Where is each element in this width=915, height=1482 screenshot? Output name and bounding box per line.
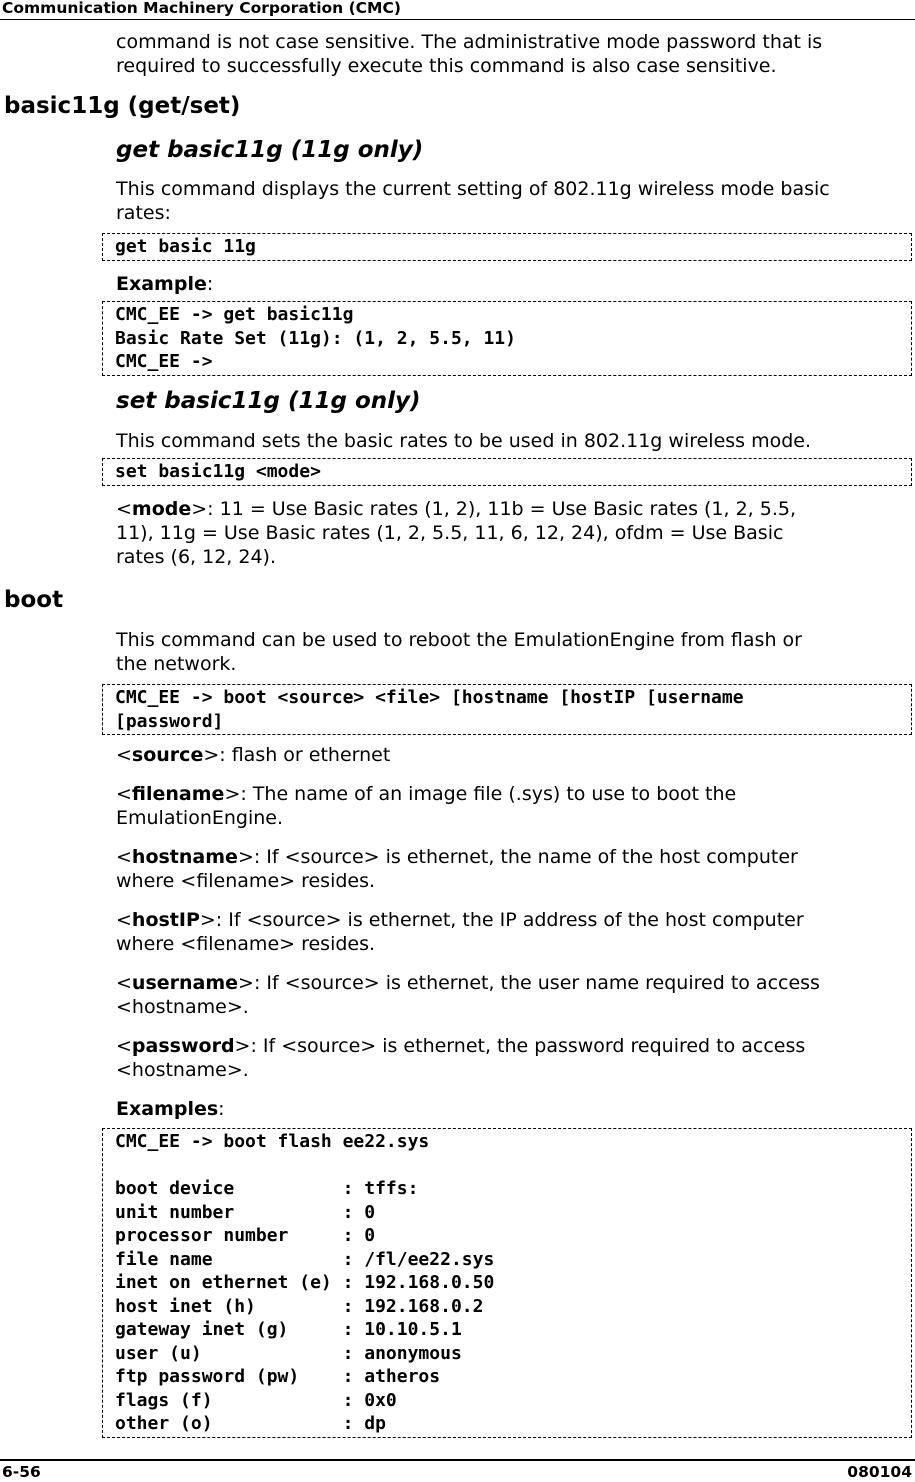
code-line: other (o) : dp [115,1413,386,1434]
param-line [116,845,906,869]
code-line: ftp password (pw) : atheros [115,1366,441,1387]
param-bracket: < [116,498,132,520]
param-bracket: < [116,744,132,766]
boot-description [116,628,906,676]
param-source [116,743,906,767]
mode-parameter-description [116,497,906,569]
param-bracket: < [116,909,132,931]
param-bracket: < [116,783,132,805]
section-heading-basic11g: basic11g (get/set) [4,93,241,119]
boot-example-box [102,1128,912,1438]
examples-label-text: Examples [116,1098,219,1120]
code-line [115,1154,911,1178]
code-line: file name : /fl/ee22.sys [115,1248,495,1270]
description-line: rates: [116,202,171,224]
param-line [116,908,906,932]
param-text: >: If <source> is ethernet, the user name required to access [238,972,820,994]
param-bracket: < [116,972,132,994]
param-name-hostname: hostname [131,846,238,868]
param-line: <hostname>. [116,1059,249,1081]
description-line: This command can be used to reboot the EmulationEngine from flash or [116,629,802,651]
code-line: get basic 11g [115,236,256,257]
param-line [116,1034,906,1058]
boot-syntax-box [102,684,912,735]
intro-line: required to successfully execute this command is also case sensitive. [116,55,777,77]
param-line [116,782,906,806]
code-line: Basic Rate Set (11g): (1, 2, 5.5, 11) [115,327,516,349]
param-line [116,497,906,521]
code-line: user (u) : anonymous [115,1342,462,1364]
code-line: CMC_EE -> boot flash ee22.sys [115,1131,430,1152]
set-basic11g-syntax-box [102,458,912,486]
param-name-source: source [131,744,204,766]
param-bracket: < [116,846,132,868]
code-line: CMC_EE -> [115,351,213,372]
param-filename [116,782,906,830]
code-line: host inet (h) : 192.168.0.2 [115,1295,484,1317]
code-line: boot device : tffs: [115,1178,419,1199]
param-text: >: 11 = Use Basic rates (1, 2), 11b = Use Basic rates (1, 2, 5.5, [191,498,797,520]
param-line: EmulationEngine. [116,807,284,829]
intro-paragraph [116,30,906,78]
code-line: gateway inet (g) : 10.10.5.1 [115,1319,462,1340]
param-bracket: < [116,1035,132,1057]
example-label [116,272,906,296]
code-line: CMC_EE -> get basic11g [115,304,354,325]
examples-label-colon: : [218,1098,225,1120]
header-title: Communication Machinery Corporation (CMC) [2,0,401,17]
page-header [0,0,915,20]
param-hostip [116,908,906,956]
param-line: <hostname>. [116,996,249,1018]
param-name-hostip: hostIP [131,909,200,931]
param-text: >: flash or ethernet [203,744,391,766]
param-name-mode: mode [131,498,192,520]
description-line: the network. [116,653,237,675]
page-number: 6-56 [2,1463,41,1481]
intro-line: command is not case sensitive. The administrative mode password that is [116,31,823,53]
description-line: This command displays the current setting of 802.11g wireless mode basic [116,178,830,200]
subheading-set-basic11g: set basic11g (11g only) [116,388,421,414]
param-text: >: If <source> is ethernet, the password required to access [234,1035,806,1057]
page-footer [0,1459,915,1482]
code-line: set basic11g <mode> [115,461,321,482]
get-basic11g-syntax-box [102,233,912,261]
param-text: >: If <source> is ethernet, the name of the host computer [237,846,798,868]
example-label-colon: : [206,273,214,295]
param-line [116,743,906,767]
param-text: >: If <source> is ethernet, the IP address of the host computer [199,909,804,931]
param-password [116,1034,906,1082]
param-line: rates (6, 12, 24). [116,546,276,568]
param-name-password: password [131,1035,235,1057]
code-line: unit number : 0 [115,1201,376,1223]
code-line: CMC_EE -> boot <source> <file> [hostname [hostIP [username [115,687,744,708]
param-line: 11), 11g = Use Basic rates (1, 2, 5.5, 11, 6, 12, 24), ofdm = Use Basic [116,522,784,544]
code-line: inet on ethernet (e) : 192.168.0.50 [115,1272,495,1293]
section-heading-boot: boot [4,587,64,613]
code-line: [password] [115,710,224,732]
param-hostname [116,845,906,893]
examples-label [116,1097,906,1121]
get-basic11g-example-box [102,301,912,376]
code-line: processor number : 0 [115,1225,376,1246]
code-line: flags (f) : 0x0 [115,1389,397,1411]
param-name-filename: filename [131,783,225,805]
subheading-get-basic11g: get basic11g (11g only) [116,137,424,163]
param-name-username: username [131,972,239,994]
param-line [116,971,906,995]
param-line: where <filename> resides. [116,933,376,955]
param-text: >: The name of an image file (.sys) to use to boot the [224,783,737,805]
param-line: where <filename> resides. [116,870,376,892]
get-basic11g-description [116,177,906,225]
document-revision: 080104 [847,1463,912,1481]
example-label-text: Example [116,273,207,295]
param-username [116,971,906,1019]
set-basic11g-description: This command sets the basic rates to be used in 802.11g wireless mode. [116,430,812,452]
